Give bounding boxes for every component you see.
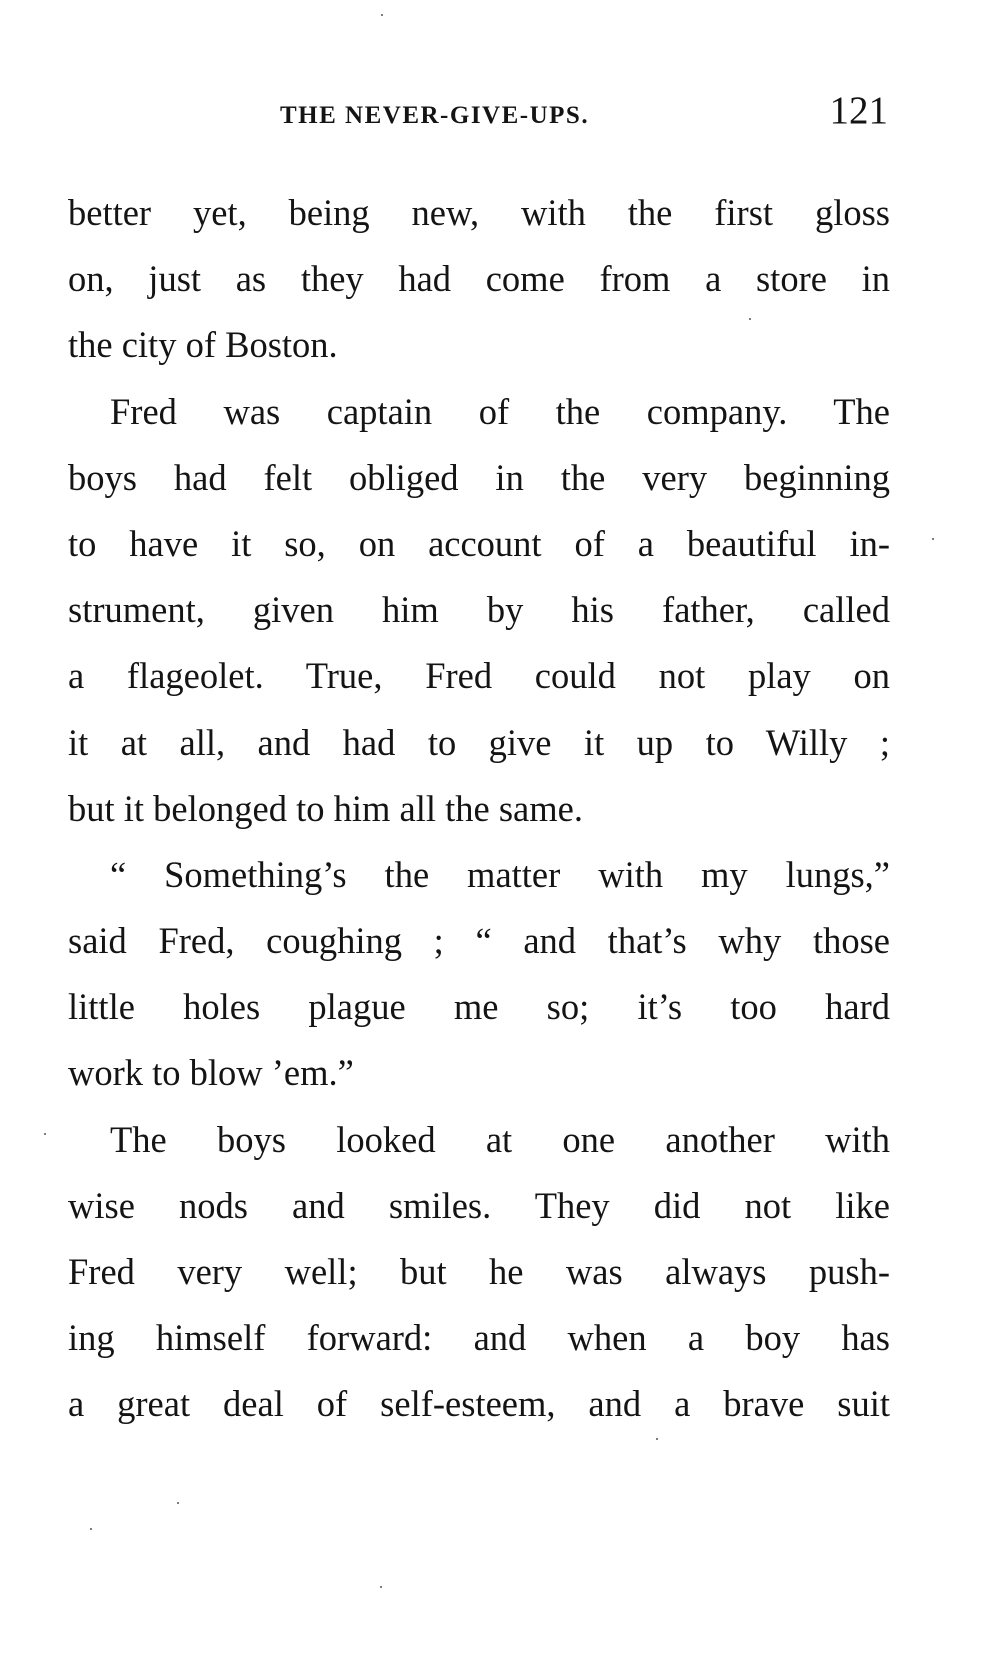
- text-line: a flageolet. True, Fred could not play on: [68, 655, 890, 697]
- text-line: wise nods and smiles. They did not like: [68, 1184, 890, 1226]
- text-line: on, just as they had come from a store in: [68, 258, 890, 300]
- paragraph-3: [68, 842, 890, 1107]
- print-speck: [90, 1528, 92, 1530]
- body-text: [68, 180, 890, 1438]
- text-line: boys had felt obliged in the very beginning: [68, 456, 890, 498]
- text-line: ing himself forward: and when a boy has: [68, 1317, 890, 1359]
- text-line: little holes plague me so; it’s too hard: [68, 986, 890, 1028]
- text-line: said Fred, coughing ; “ and that’s why those: [68, 920, 890, 962]
- print-speck: [932, 538, 934, 540]
- text-line: a great deal of self-esteem, and a brave suit: [68, 1383, 890, 1425]
- text-line: but it belonged to him all the same.: [68, 787, 583, 829]
- paragraph-2: [68, 379, 890, 842]
- running-title: THE NEVER-GIVE-UPS.: [280, 102, 590, 129]
- paragraph-4: [68, 1107, 890, 1438]
- page-number: 121: [829, 89, 888, 132]
- running-head: [68, 88, 888, 138]
- print-speck: [380, 1586, 382, 1588]
- print-speck: [381, 14, 383, 16]
- text-line: better yet, being new, with the first gloss: [68, 192, 890, 233]
- text-line: the city of Boston.: [68, 324, 338, 366]
- text-line: The boys looked at one another with: [110, 1118, 890, 1160]
- text-line: “ Something’s the matter with my lungs,”: [110, 853, 890, 895]
- print-speck: [44, 1133, 46, 1135]
- print-speck: [656, 1438, 658, 1440]
- text-line: Fred was captain of the company. The: [110, 390, 890, 432]
- text-line: to have it so, on account of a beautiful in-: [68, 522, 890, 564]
- print-speck: [177, 1502, 179, 1504]
- text-line: work to blow ’em.”: [68, 1052, 354, 1094]
- text-line: strument, given him by his father, called: [68, 589, 890, 631]
- paragraph-1: [68, 180, 890, 379]
- text-line: Fred very well; but he was always push-: [68, 1251, 890, 1292]
- text-line: it at all, and had to give it up to Willy ;: [68, 721, 890, 763]
